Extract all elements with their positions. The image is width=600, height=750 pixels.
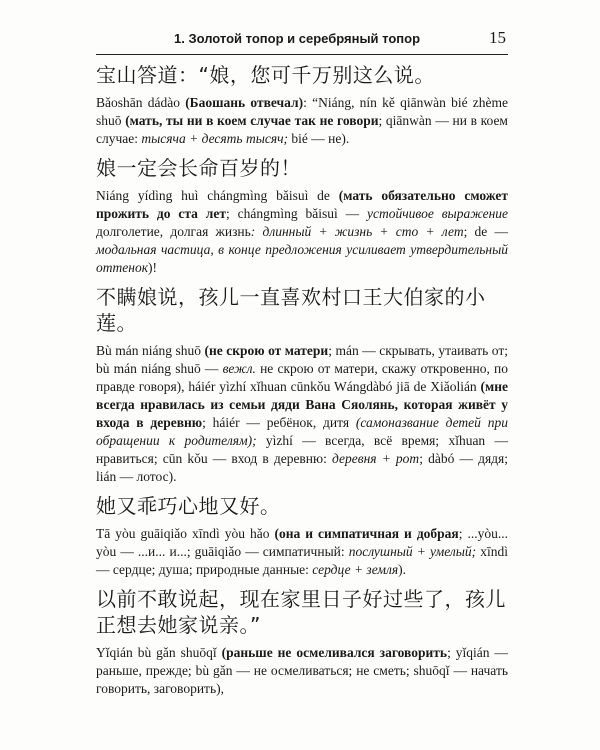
gloss-text: yìzhí — всегда, всё время; xǐhuan — нравиться; cūn kǒu — вход в деревню:	[96, 433, 508, 466]
running-header	[96, 28, 508, 55]
gloss-text: ; de —	[463, 224, 508, 239]
chinese-sentence: 以前不敢说起，现在家里日子好过些了，孩儿正想去她家说亲。”	[96, 587, 506, 637]
gloss-text: Niáng yídìng huì chángmìng bǎisuì de	[96, 188, 339, 203]
gloss-text: не скрою от матери, скажу откровенно, по правде говоря),	[96, 361, 508, 394]
chinese-sentence: 宝山答道：“娘，您可千万别这么说。	[96, 63, 435, 87]
gloss-note: (самоназвание детей при обращении к родителям);	[96, 415, 508, 448]
russian-gloss	[96, 342, 508, 486]
gloss-translation: (мать обязательно сможет прожить до ста лет	[96, 188, 508, 221]
gloss-text: Bù mán niáng shuō	[96, 343, 205, 358]
gloss-translation: (она и симпатичная и добрая	[274, 526, 459, 541]
gloss-text: Yǐqián bù gǎn shuōqǐ	[96, 645, 222, 660]
gloss-note: : длинный + жизнь + сто + лет	[250, 224, 464, 239]
gloss-text: долголетие, долгая жизнь	[96, 224, 251, 239]
gloss-text: ; qiānwàn — ни в коем случае:	[96, 113, 508, 146]
chinese-sentence: 不瞒娘说，孩儿一直喜欢村口王大伯家的小莲。	[96, 285, 486, 335]
gloss-text: bié — не).	[288, 131, 350, 146]
gloss-text: Bǎoshān dádào	[96, 95, 186, 110]
gloss-text: )!	[148, 260, 158, 275]
gloss-note: тысяча + десять тысяч;	[141, 131, 289, 146]
gloss-translation: (мне всегда нравилась из семьи дяди Вана Сяолянь, которая живёт у входа в деревню	[96, 379, 508, 430]
chinese-sentence: 娘一定会长命百岁的！	[96, 156, 301, 180]
gloss-note: вежл.	[222, 361, 256, 376]
gloss-text: : “Niáng, nín kě qiānwàn bié zhème shuō	[96, 95, 509, 128]
gloss-note: модальная частица, в конце предложения усиливает утвердительный оттенок	[96, 242, 508, 275]
page-content	[96, 62, 508, 705]
russian-gloss	[96, 94, 508, 148]
gloss-text: xīndì — сердце; душа; природные данные:	[96, 544, 508, 577]
chinese-sentence: 她又乖巧心地又好。	[96, 494, 281, 518]
gloss-text: háiér yìzhí xǐhuan cūnkǒu Wángdàbó jiā de Xiǎolián	[188, 379, 481, 394]
gloss-text: ; háiér — ребёнок, дитя	[202, 415, 356, 430]
page-number: 15	[489, 28, 506, 47]
gloss-translation: (мать, ты ни в коем случае так не говори	[125, 113, 379, 128]
gloss-translation: (Баошань отвечал)	[185, 95, 304, 110]
gloss-note: послушный + умелый;	[348, 544, 477, 559]
gloss-text: ; dàbó — дядя; lián — лотос).	[96, 451, 508, 484]
gloss-note: устойчивое выражение	[366, 206, 509, 221]
russian-gloss	[96, 525, 508, 579]
chapter-title: 1. Золотой топор и серебряный топор	[174, 31, 421, 46]
gloss-translation: (раньше не осмеливался заговорить	[221, 645, 448, 660]
gloss-text: ).	[398, 562, 407, 577]
gloss-translation: (не скрою от матери	[204, 343, 329, 358]
gloss-note: деревня + рот	[332, 451, 420, 466]
gloss-text: ; chángmìng bǎisuì —	[225, 206, 367, 221]
gloss-text: Tā yòu guāiqiǎo xīndì yòu hǎo	[96, 526, 275, 541]
russian-gloss	[96, 644, 508, 698]
gloss-text: ; ...yòu... yòu — ...и... и...; guāiqiǎo — симпатичный:	[96, 526, 508, 559]
gloss-note: сердце + земля	[312, 562, 399, 577]
gloss-text: ; mán — скрывать, утаивать от; bù mán niáng shuō —	[96, 343, 508, 376]
gloss-text: ; yǐqián — раньше, прежде; bù gǎn — не осмеливаться; не сметь; shuōqǐ — начать говорить, заговорить),	[96, 645, 508, 696]
russian-gloss	[96, 187, 508, 277]
